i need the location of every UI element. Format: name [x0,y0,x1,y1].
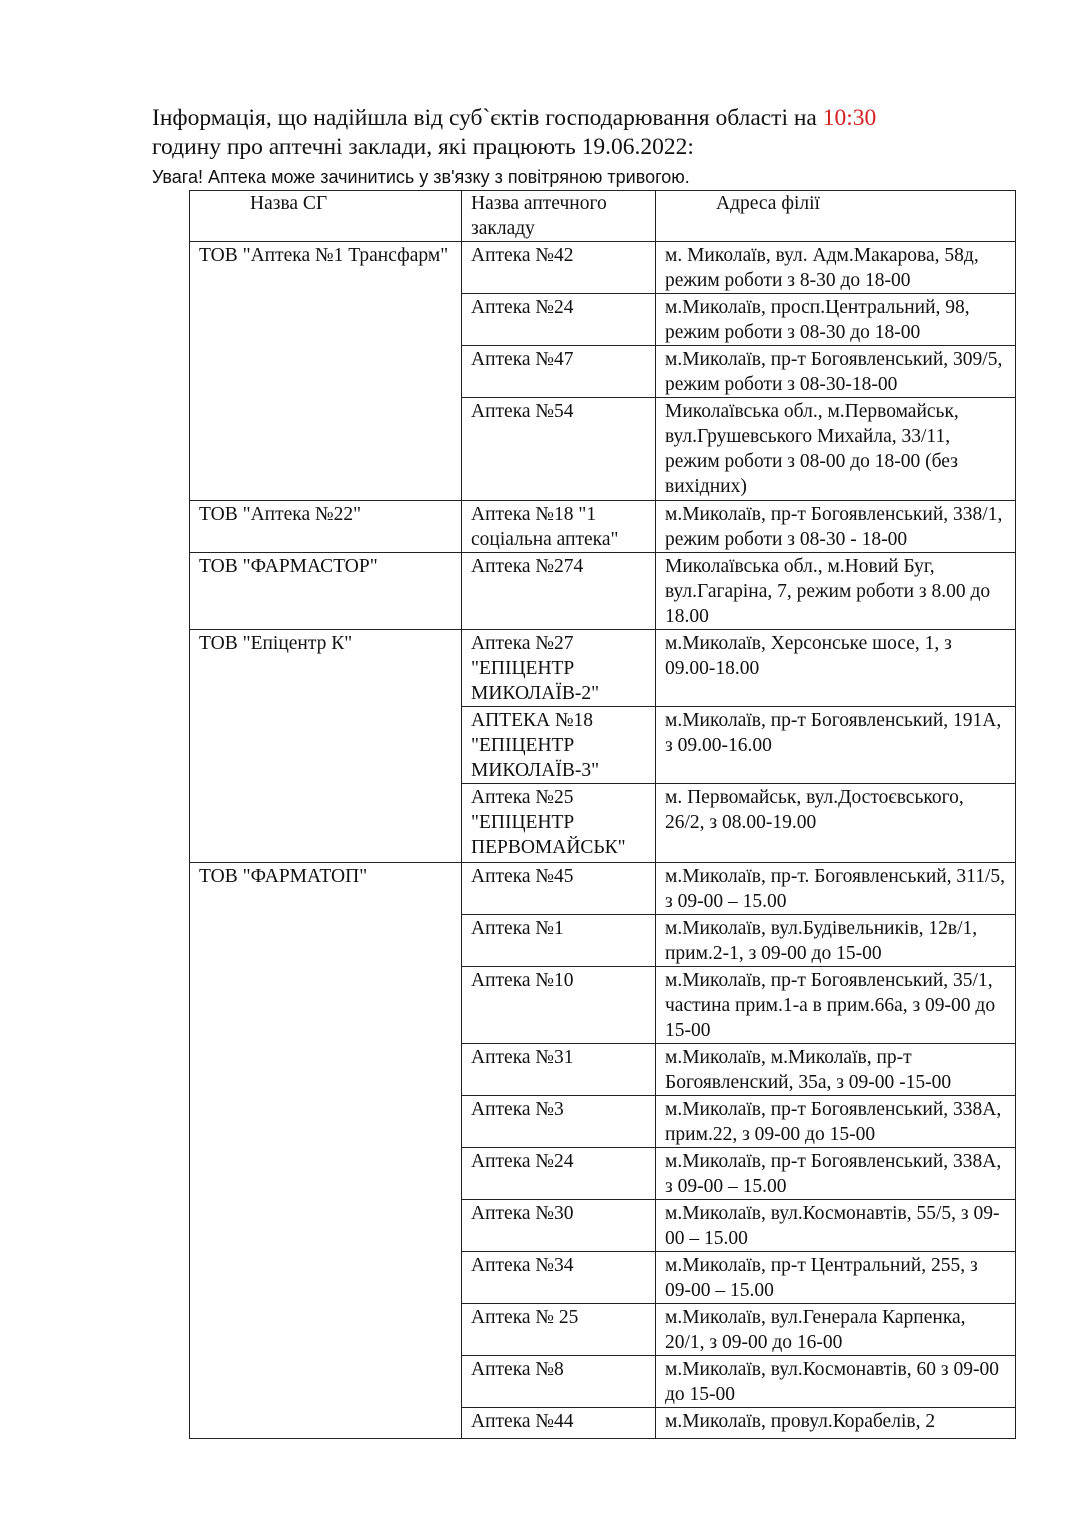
table-row [190,863,1016,915]
pharmacy-cell: Аптека №274 [462,553,656,630]
pharmacy-cell: Аптека №31 [462,1044,656,1096]
pharmacy-cell: Аптека №27 "ЕПІЦЕНТР МИКОЛАЇВ-2" [462,630,656,707]
table-row [190,242,1016,294]
address-cell: м.Миколаїв, пр-т Богоявленський, 191А, з 09.00-16.00 [656,707,1016,784]
table-row [190,553,1016,630]
table-row [190,501,1016,553]
pharmacy-cell: Аптека №47 [462,346,656,398]
address-cell: м.Миколаїв, м.Миколаїв, пр-т Богоявленский, 35а, з 09-00 -15-00 [656,1044,1016,1096]
header-company: Назва СГ [190,191,462,242]
address-cell: м.Миколаїв, пр-т Богоявленський, 309/5, режим роботи з 08-30-18-00 [656,346,1016,398]
air-raid-warning: Увага! Аптека може зачинитись у зв'язку з повітряною тривогою. [152,167,690,187]
company-cell: ТОВ "ФАРМАТОП" [190,863,462,1439]
pharmacy-cell: Аптека №18 "1 соціальна аптека" [462,501,656,553]
header-pharmacy: Назва аптечного закладу [462,191,656,242]
table-header-row [190,191,1016,242]
pharmacy-cell: Аптека №42 [462,242,656,294]
address-cell: м. Миколаїв, вул. Адм.Макарова, 58д, режим роботи з 8-30 до 18-00 [656,242,1016,294]
company-cell: ТОВ "ФАРМАСТОР" [190,553,462,630]
pharmacy-cell: Аптека №45 [462,863,656,915]
address-cell: м.Миколаїв, пр-т Центральний, 255, з 09-00 – 15.00 [656,1252,1016,1304]
pharmacy-cell: Аптека №8 [462,1356,656,1408]
address-cell: м.Миколаїв, вул.Генерала Карпенка, 20/1, з 09-00 до 16-00 [656,1304,1016,1356]
header-address: Адреса філії [656,191,1016,242]
address-cell: м.Миколаїв, пр-т Богоявленський, 338/1, режим роботи з 08-30 - 18-00 [656,501,1016,553]
address-cell: м.Миколаїв, вул.Космонавтів, 60 з 09-00 до 15-00 [656,1356,1016,1408]
pharmacy-cell: Аптека №44 [462,1408,656,1439]
table-body [190,242,1016,1439]
address-cell: Миколаївська обл., м.Новий Буг, вул.Гагаріна, 7, режим роботи з 8.00 до 18.00 [656,553,1016,630]
pharmacy-cell: Аптека №24 [462,294,656,346]
document-heading [152,104,1032,162]
pharmacy-cell: Аптека №54 [462,398,656,501]
address-cell: Миколаївська обл., м.Первомайськ, вул.Грушевського Михайла, 33/11, режим роботи з 08-00 до 18-00 (без вихідних) [656,398,1016,501]
company-cell: ТОВ "Аптека №1 Трансфарм" [190,242,462,501]
address-cell: м.Миколаїв, вул.Космонавтів, 55/5, з 09-00 – 15.00 [656,1200,1016,1252]
pharmacy-cell: Аптека №34 [462,1252,656,1304]
pharmacy-cell: Аптека №30 [462,1200,656,1252]
address-cell: м.Миколаїв, пр-т Богоявленський, 338А, прим.22, з 09-00 до 15-00 [656,1096,1016,1148]
pharmacy-cell: Аптека №10 [462,967,656,1044]
heading-time: 10:30 [822,105,877,131]
address-cell: м.Миколаїв, Херсонське шосе, 1, з 09.00-18.00 [656,630,1016,707]
address-cell: м.Миколаїв, провул.Корабелів, 2 [656,1408,1016,1439]
heading-line2: годину про аптечні заклади, які працюють 19.06.2022: [152,134,694,160]
address-cell: м.Миколаїв, вул.Будівельників, 12в/1, прим.2-1, з 09-00 до 15-00 [656,915,1016,967]
address-cell: м.Миколаїв, пр-т. Богоявленський, 311/5, з 09-00 – 15.00 [656,863,1016,915]
pharmacy-cell: Аптека №3 [462,1096,656,1148]
pharmacy-cell: Аптека № 25 [462,1304,656,1356]
company-cell: ТОВ "Аптека №22" [190,501,462,553]
address-cell: м.Миколаїв, просп.Центральний, 98, режим роботи з 08-30 до 18-00 [656,294,1016,346]
company-cell: ТОВ "Епіцентр К" [190,630,462,863]
pharmacy-cell: Аптека №24 [462,1148,656,1200]
pharmacy-cell: Аптека №1 [462,915,656,967]
address-cell: м. Первомайськ, вул.Достоєвського, 26/2, з 08.00-19.00 [656,784,1016,863]
pharmacy-table [189,190,1016,1439]
heading-text: Інформація, що надійшла від суб`єктів господарювання області на [152,105,823,131]
address-cell: м.Миколаїв, пр-т Богоявленський, 338А, з 09-00 – 15.00 [656,1148,1016,1200]
pharmacy-cell: АПТЕКА №18 "ЕПІЦЕНТР МИКОЛАЇВ-3" [462,707,656,784]
address-cell: м.Миколаїв, пр-т Богоявленський, 35/1, частина прим.1-а в прим.66а, з 09-00 до 15-00 [656,967,1016,1044]
table-row [190,630,1016,707]
pharmacy-cell: Аптека №25 "ЕПІЦЕНТР ПЕРВОМАЙСЬК" [462,784,656,863]
